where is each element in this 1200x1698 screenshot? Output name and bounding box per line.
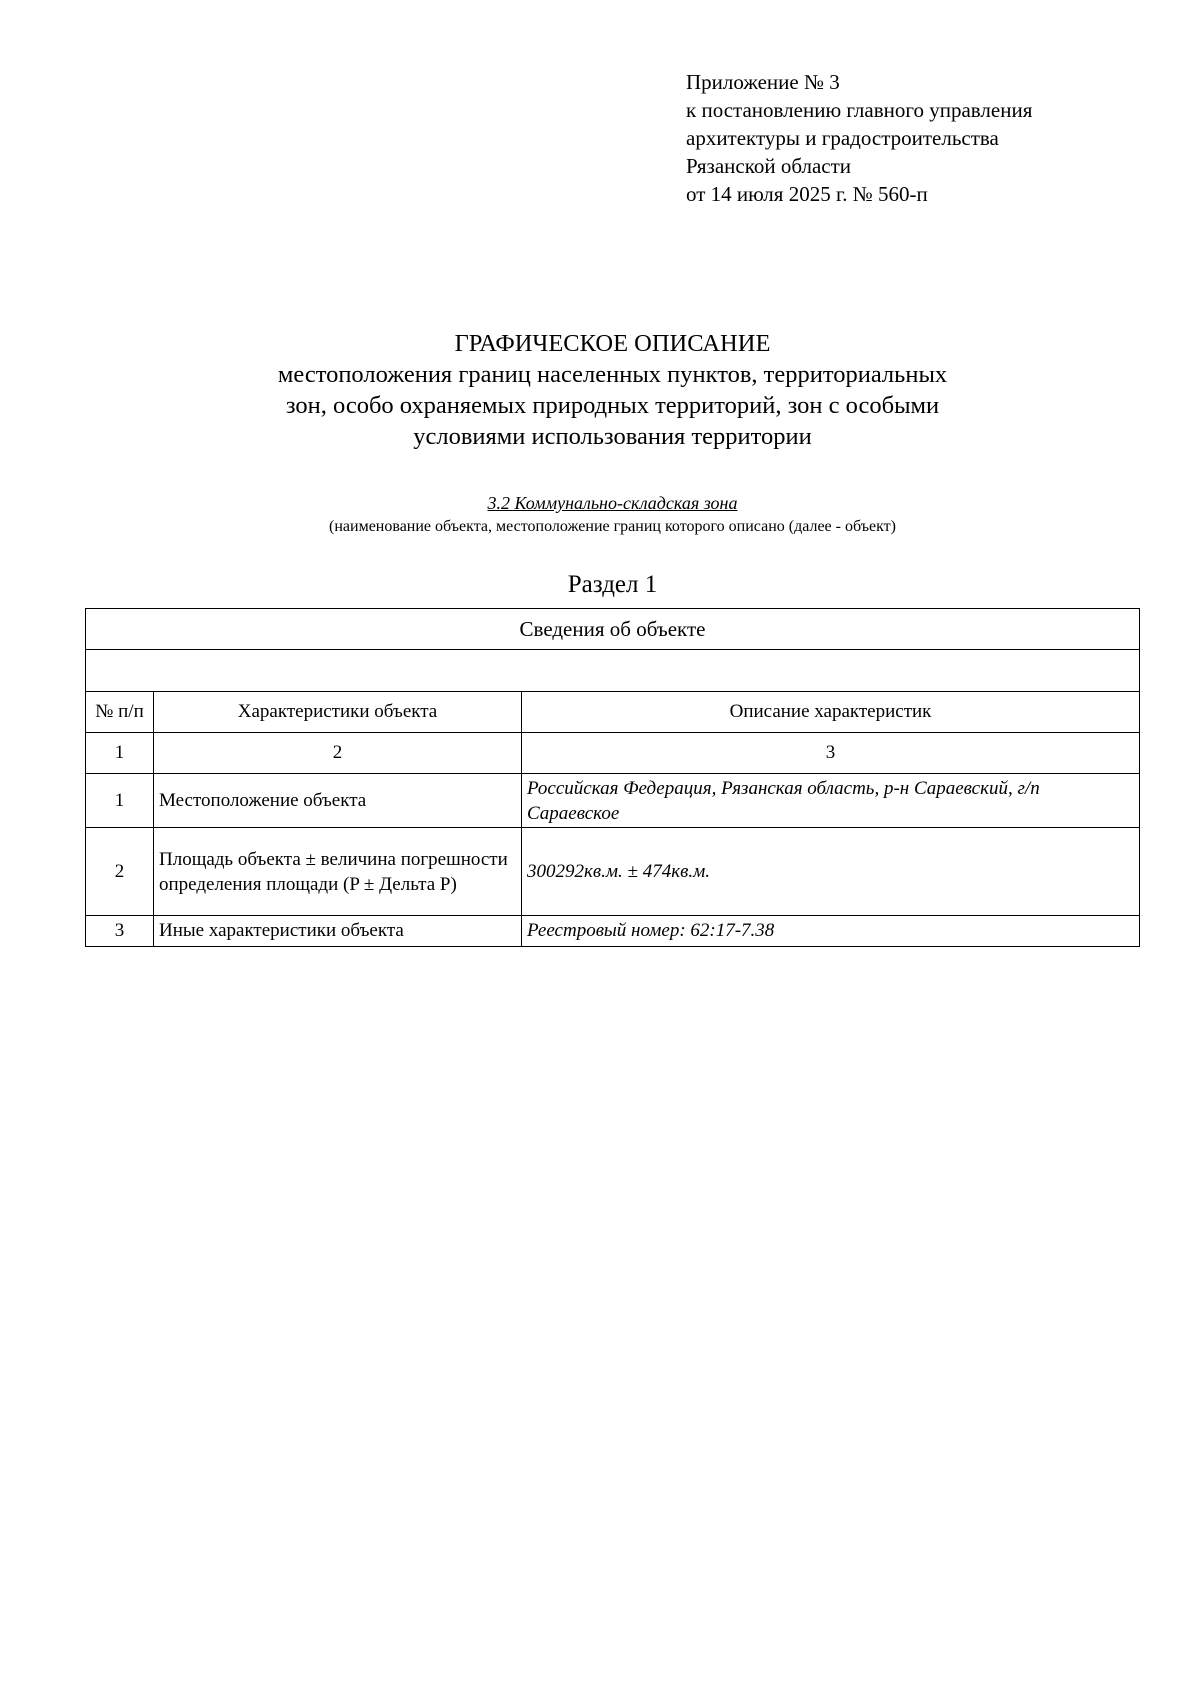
table-empty-row (86, 650, 1140, 692)
title-line: ГРАФИЧЕСКОЕ ОПИСАНИЕ (454, 330, 771, 357)
appendix-line: Рязанской области (686, 154, 852, 178)
column-number-cell: 1 (86, 733, 154, 774)
header-cell: Описание характеристик (522, 692, 1140, 733)
row-number-cell: 2 (86, 828, 154, 916)
header-cell: Характеристики объекта (154, 692, 522, 733)
object-info-table (85, 608, 1140, 947)
object-name-note: (наименование объекта, местоположение границ которого описано (далее - объект) (329, 518, 896, 535)
table-caption: Сведения об объекте (86, 609, 1140, 650)
characteristic-cell: Иные характеристики объекта (154, 916, 522, 947)
empty-cell (86, 650, 1140, 692)
title-line: местоположения границ населенных пунктов, территориальных (277, 361, 948, 388)
column-number-cell: 3 (522, 733, 1140, 774)
appendix-line: от 14 июля 2025 г. № 560-п (686, 182, 928, 206)
description-cell: 300292кв.м. ± 474кв.м. (522, 828, 1140, 916)
appendix-line: архитектуры и градостроительства (686, 126, 999, 150)
appendix-line: к постановлению главного управления (686, 98, 1033, 122)
description-cell: Российская Федерация, Рязанская область, р-н Сараевский, г/п Сараевское (522, 774, 1140, 828)
description-cell: Реестровый номер: 62:17-7.38 (522, 916, 1140, 947)
table-row (86, 916, 1140, 947)
characteristic-cell: Площадь объекта ± величина погрешности определения площади (P ± Дельта P) (154, 828, 522, 916)
table-row (86, 774, 1140, 828)
column-number-cell: 2 (154, 733, 522, 774)
object-name: 3.2 Коммунально-складская зона (487, 493, 738, 513)
section-title: Раздел 1 (567, 571, 658, 598)
column-number-row (86, 733, 1140, 774)
row-number-cell: 3 (86, 916, 154, 947)
table-header-row (86, 692, 1140, 733)
table-row (86, 828, 1140, 916)
document-title (0, 328, 1200, 452)
characteristic-cell: Местоположение объекта (154, 774, 522, 828)
table-caption-row (86, 609, 1140, 650)
appendix-line: Приложение № 3 (686, 70, 840, 94)
header-cell: № п/п (86, 692, 154, 733)
title-line: условиями использования территории (413, 423, 812, 450)
appendix-block (686, 68, 1032, 208)
row-number-cell: 1 (86, 774, 154, 828)
title-line: зон, особо охраняемых природных территорий, зон с особыми (285, 392, 940, 419)
